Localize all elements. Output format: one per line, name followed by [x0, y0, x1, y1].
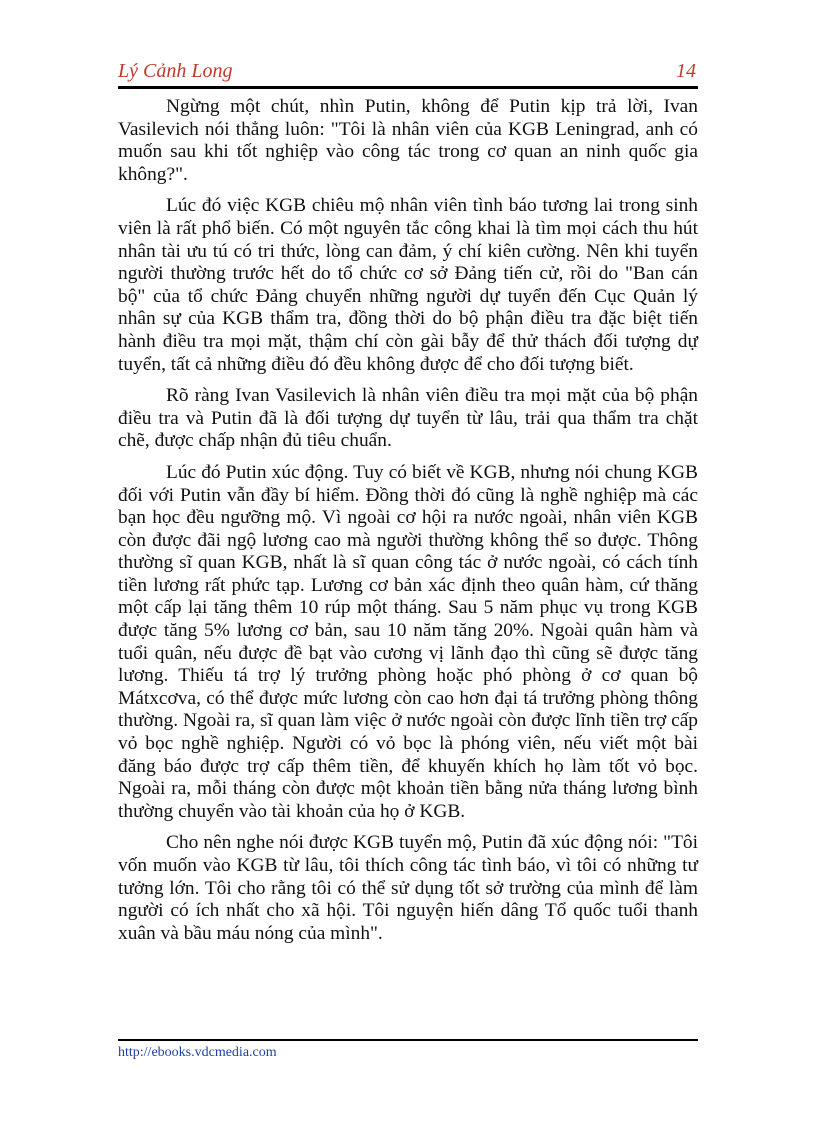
header-divider [118, 86, 698, 89]
page-body [118, 96, 698, 954]
header-author: Lý Cảnh Long [118, 60, 233, 82]
footer-divider [118, 1039, 698, 1041]
page-header [118, 58, 698, 84]
header-page-number: 14 [676, 60, 696, 82]
paragraph-1: Ngừng một chút, nhìn Putin, không để Putin kịp trả lời, Ivan Vasilevich nói thẳng luôn: "Tôi là nhân viên của KGB Leningrad, anh có muốn sau khi tốt nghiệp vào công tác trong cơ quan an ninh quốc gia không?". [118, 96, 698, 185]
paragraph-5: Cho nên nghe nói được KGB tuyển mộ, Putin đã xúc động nói: "Tôi vốn muốn vào KGB từ lâu, tôi thích công tác tình báo, vì tôi có những tư tưởng lớn. Tôi cho rằng tôi có thể sử dụng tốt sở trường của mình để làm người có ích nhất cho xã hội. Tôi nguyện hiến dâng Tổ quốc tuổi thanh xuân và bầu máu nóng của mình". [118, 832, 698, 944]
footer-url-link[interactable]: http://ebooks.vdcmedia.com [118, 1045, 277, 1060]
paragraph-3: Rõ ràng Ivan Vasilevich là nhân viên điều tra mọi mặt của bộ phận điều tra và Putin đã là đối tượng dự tuyển từ lâu, trải qua thẩm tra chặt chẽ, được chấp nhận đủ tiêu chuẩn. [118, 385, 698, 452]
paragraph-4: Lúc đó Putin xúc động. Tuy có biết về KGB, nhưng nói chung KGB đối với Putin vẫn đầy bí hiểm. Đồng thời đó cũng là nghề nghiệp mà các bạn học đều ngưỡng mộ. Vì ngoài cơ hội ra nước ngoài, nhân viên KGB còn được đãi ngộ lương cao mà người thường không thể so được. Thông thường sĩ quan KGB, nhất là sĩ quan công tác ở nước ngoài, có cách tính tiền lương rất phức tạp. Lương cơ bản xác định theo quân hàm, cứ thăng một cấp lại tăng thêm 10 rúp một tháng. Sau 5 năm phục vụ trong KGB được tăng 5% lương cơ bản, sau 10 năm tăng 20%. Ngoài quân hàm và tuổi quân, nếu được đề bạt vào cương vị lãnh đạo thì cũng sẽ được tăng lương. Thiếu tá trợ lý trưởng phòng hoặc phó phòng ở cơ quan bộ Mátxcơva, có thể được mức lương còn cao hơn đại tá trưởng phòng thông thường. Ngoài ra, sĩ quan làm việc ở nước ngoài còn được lĩnh tiền trợ cấp vỏ bọc nghề nghiệp. Người có vỏ bọc là phóng viên, nếu viết một bài đăng báo được trợ cấp thêm tiền, để khuyến khích họ làm tốt vỏ bọc. Ngoài ra, mỗi tháng còn được một khoản tiền bằng nửa tháng lương bình thường chuyển vào tài khoản của họ ở KGB. [118, 461, 698, 822]
paragraph-2: Lúc đó việc KGB chiêu mộ nhân viên tình báo tương lai trong sinh viên là rất phổ biến. Có một nguyên tắc công khai là tìm mọi cách thu hút nhân tài ưu tú có tri thức, lòng can đảm, ý chí kiên cường. Nên khi tuyển người thường trước hết do tổ chức cơ sở Đảng tiến cử, rồi do "Ban cán bộ" của tổ chức Đảng chuyển những người dự tuyển đến Cục Quản lý nhân sự của KGB thẩm tra, đồng thời do bộ phận điều tra đặc biệt tiến hành điều tra mọi mặt, thậm chí còn gài bẫy để thử thách đối tượng dự tuyển, tất cả những điều đó đều không được để cho đối tượng biết. [118, 195, 698, 375]
